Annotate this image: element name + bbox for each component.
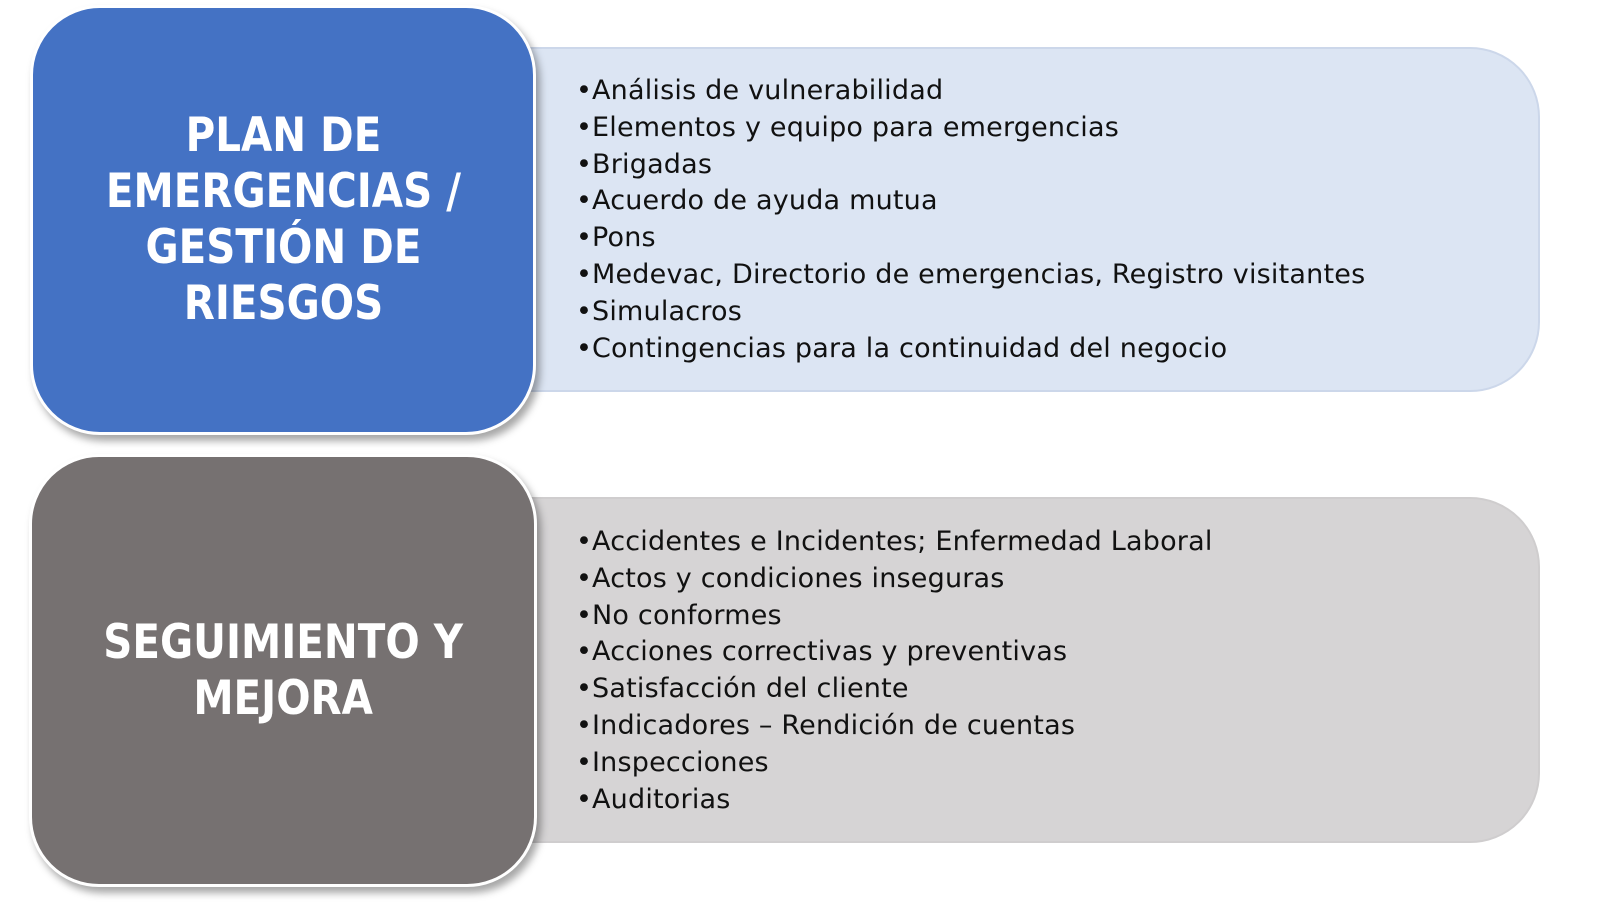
title-line: PLAN DE	[185, 108, 381, 163]
list-item: • Accidentes e Incidentes; Enfermedad Laboral	[576, 524, 1213, 561]
list-item: • Acciones correctivas y preventivas	[576, 634, 1213, 671]
emergency-plan-list	[576, 73, 1365, 367]
title-line: EMERGENCIAS /	[105, 164, 461, 219]
list-item: • Contingencias para la continuidad del negocio	[576, 331, 1365, 368]
list-item: • Brigadas	[576, 147, 1365, 184]
title-line: MEJORA	[193, 670, 373, 726]
list-item: • Análisis de vulnerabilidad	[576, 73, 1365, 110]
list-item: • Elementos y equipo para emergencias	[576, 110, 1365, 147]
title-line: GESTIÓN DE	[145, 220, 421, 275]
list-item: • Medevac, Directorio de emergencias, Registro visitantes	[576, 257, 1365, 294]
list-item: • Pons	[576, 220, 1365, 257]
title-line: SEGUIMIENTO Y	[103, 614, 463, 670]
list-item: • Simulacros	[576, 294, 1365, 331]
list-item: • Satisfacción del cliente	[576, 671, 1213, 708]
emergency-plan-title-box	[30, 5, 536, 435]
list-item: • Acuerdo de ayuda mutua	[576, 183, 1365, 220]
list-item: • Actos y condiciones inseguras	[576, 561, 1213, 598]
follow-up-title-box	[29, 454, 537, 887]
emergency-plan-list-panel	[500, 47, 1540, 392]
follow-up-list	[576, 524, 1213, 818]
list-item: • No conformes	[576, 598, 1213, 635]
follow-up-list-panel	[500, 497, 1540, 843]
list-item: • Indicadores – Rendición de cuentas	[576, 708, 1213, 745]
list-item: • Auditorias	[576, 782, 1213, 819]
follow-up-title	[103, 615, 463, 727]
emergency-plan-title	[105, 108, 460, 332]
list-item: • Inspecciones	[576, 745, 1213, 782]
title-line: RIESGOS	[183, 276, 383, 331]
